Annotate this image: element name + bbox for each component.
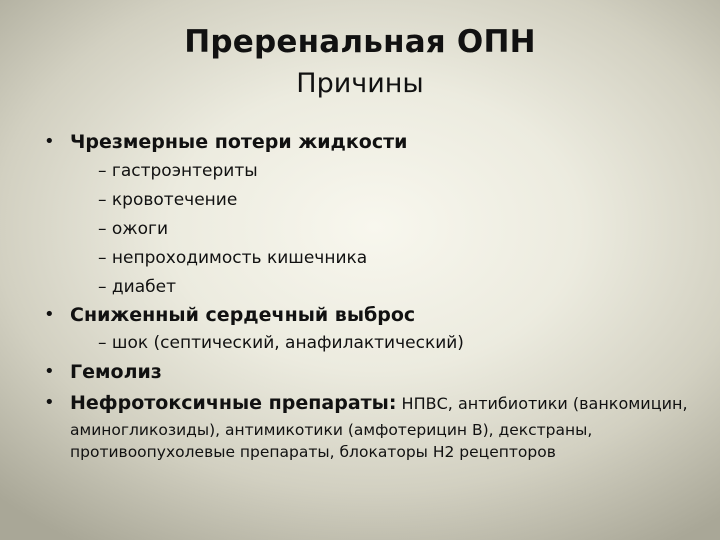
list-item-cardiac-output: Сниженный сердечный выброс <box>70 304 416 326</box>
dash-icon: – <box>98 333 107 353</box>
sublist-item <box>98 157 258 186</box>
sublist-item-label: ожоги <box>111 219 169 239</box>
bullet-icon: • <box>44 304 55 325</box>
dash-icon: – <box>98 161 107 181</box>
sublist-item <box>98 186 237 215</box>
bullet-icon: • <box>44 361 55 382</box>
sublist-item <box>98 329 464 358</box>
sublist-item <box>98 215 168 244</box>
list-item-nephrotoxic <box>70 388 688 419</box>
sublist-item-label: диабет <box>111 277 176 297</box>
list-item-hemolysis: Гемолиз <box>70 361 162 383</box>
bullet-icon: • <box>44 131 55 152</box>
dash-icon: – <box>98 190 107 210</box>
slide-title: Преренальная ОПН <box>184 24 536 60</box>
list-item-continuation: противоопухолевые препараты, блокаторы Н2 рецепторов <box>70 443 556 461</box>
sublist-item-label: шок (септический, анафилактический) <box>111 333 464 353</box>
dash-icon: – <box>98 248 107 268</box>
sublist-item-label: гастроэнтериты <box>111 161 258 181</box>
sublist-item-label: кровотечение <box>111 190 238 210</box>
list-item-continuation: аминогликозиды), антимикотики (амфотерицин В), декстраны, <box>70 421 593 439</box>
dash-icon: – <box>98 277 107 297</box>
list-item-fluid-loss: Чрезмерные потери жидкости <box>70 131 408 153</box>
sublist-item-label: непроходимость кишечника <box>111 248 368 268</box>
bullet-icon: • <box>44 392 55 413</box>
dash-icon: – <box>98 219 107 239</box>
slide-subtitle: Причины <box>296 68 424 99</box>
sublist-item <box>98 244 367 273</box>
list-item-label: Нефротоксичные препараты: <box>70 392 397 414</box>
list-item-detail: НПВС, антибиотики (ванкомицин, <box>396 394 688 413</box>
sublist-item <box>98 273 176 302</box>
